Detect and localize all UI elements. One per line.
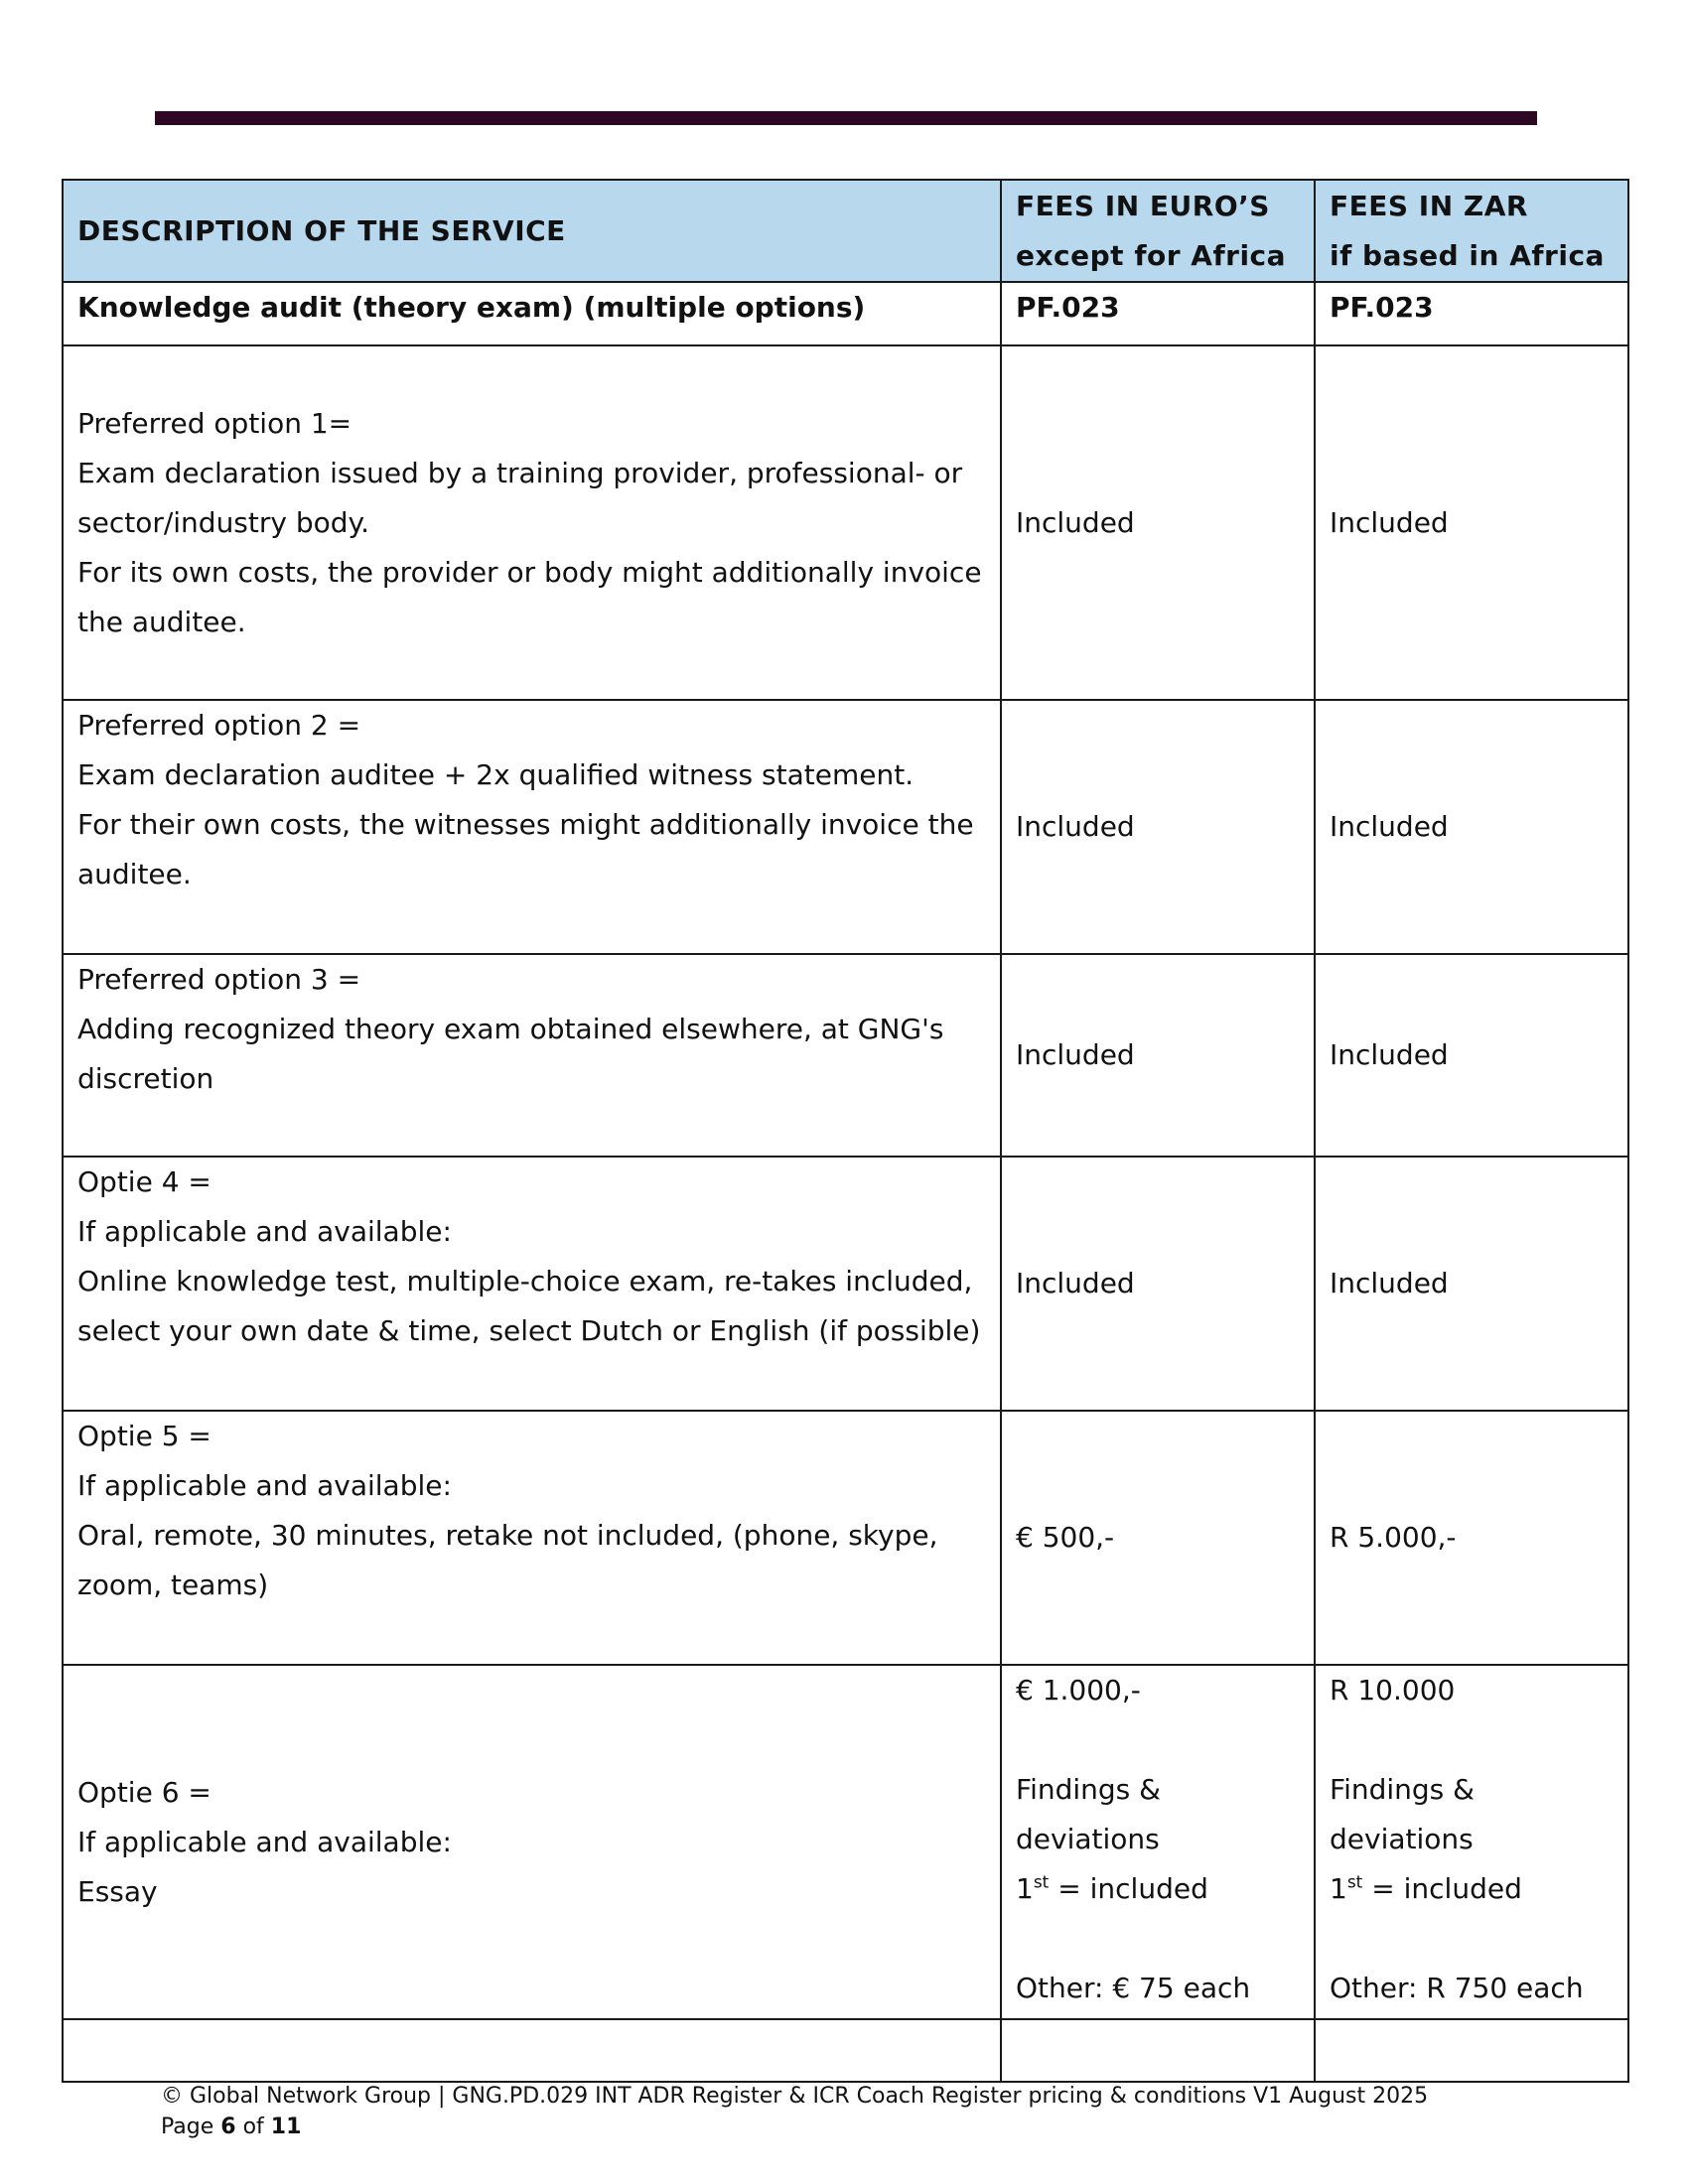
first-suffix: st [1346,1872,1363,1893]
fee-zar: R 5.000,- [1315,1411,1628,1665]
description-line: Optie 4 = [77,1165,211,1198]
description-line: If applicable and available: [77,1469,452,1502]
fee-eur [1001,1665,1315,2019]
description-line: Preferred option 3 = [77,963,361,996]
fee-price: € 1.000,- [1016,1674,1141,1706]
first-number: 1 [1330,1872,1347,1905]
description-line: Exam declaration issued by a training provider, professional- or [77,456,963,489]
description-line: If applicable and available: [77,1215,452,1248]
description-line: the auditee. [77,605,246,638]
description-line: Optie 6 = [77,1775,211,1809]
description-line: discretion [77,1062,214,1095]
fee-zar: Included [1315,345,1628,700]
table-row [63,1411,1628,1665]
table-header-row [63,180,1628,282]
description-line: Adding recognized theory exam obtained elsewhere, at GNG's [77,1013,944,1045]
table-row [63,700,1628,954]
description-line: Exam declaration auditee + 2x qualified witness statement. [77,758,914,791]
empty-cell [1001,2019,1315,2082]
fee-price: R 10.000 [1330,1674,1456,1706]
fee-eur: Included [1001,345,1315,700]
section-title: Knowledge audit (theory exam) (multiple options) [63,282,1001,345]
page-total: 11 [270,2115,302,2139]
section-row [63,282,1628,345]
fee-eur: Included [1001,954,1315,1157]
spacer [1330,1914,1614,1964]
header-fees-zar [1315,180,1628,282]
description-line: auditee. [77,858,192,890]
option-description [63,1411,1001,1665]
spacer [1016,1914,1300,1964]
fee-other: Other: € 75 each [1016,1972,1251,2004]
description-line: sector/industry body. [77,505,370,539]
option-description [63,1157,1001,1411]
empty-row [63,2019,1628,2082]
spacer [1330,1715,1614,1765]
table-row [63,345,1628,700]
option-description [63,1665,1001,2019]
description-line: Preferred option 1= [77,406,352,440]
option-description [63,345,1001,700]
page-of: of [235,2115,271,2139]
first-rest: = included [1049,1872,1208,1905]
option-description [63,954,1001,1157]
empty-cell [63,2019,1001,2082]
table-row [63,954,1628,1157]
description-line: For its own costs, the provider or body might additionally invoice [77,555,982,589]
empty-cell [1315,2019,1628,2082]
description-line: If applicable and available: [77,1825,452,1858]
table-row [63,1665,1628,2019]
first-rest: = included [1362,1872,1522,1905]
fee-findings-line2: deviations [1016,1823,1160,1855]
fee-first-included [1330,1864,1614,1914]
fee-other: Other: R 750 each [1330,1972,1584,2004]
fee-eur: Included [1001,700,1315,954]
description-line: Essay [77,1874,158,1908]
fee-zar: Included [1315,700,1628,954]
fee-zar: Included [1315,954,1628,1157]
fee-first-included [1016,1864,1300,1914]
description-line: Oral, remote, 30 minutes, retake not included, (phone, skype, [77,1519,938,1552]
page-number [161,2112,1428,2142]
first-number: 1 [1016,1872,1034,1905]
page-current: 6 [220,2115,236,2139]
header-eur-line1: FEES IN EURO’S [1016,189,1270,222]
description-line: For their own costs, the witnesses might additionally invoice the [77,808,974,841]
fee-findings-line1: Findings & [1330,1773,1475,1806]
spacer [1016,1715,1300,1765]
description-line: select your own date & time, select Dutch or English (if possible) [77,1314,981,1347]
header-rule [155,111,1537,125]
header-description: DESCRIPTION OF THE SERVICE [63,180,1001,282]
first-suffix: st [1033,1872,1050,1893]
description-line: zoom, teams) [77,1569,269,1601]
fee-zar [1315,1665,1628,2019]
fees-table [62,179,1629,2083]
option-description [63,700,1001,954]
footer-copyright: © Global Network Group | GNG.PD.029 INT ADR Register & ICR Coach Register pricing & conditions V1 August 2025 [161,2084,1429,2109]
section-eur-code: PF.023 [1001,282,1315,345]
description-line: Online knowledge test, multiple-choice exam, re-takes included, [77,1265,973,1297]
header-fees-eur [1001,180,1315,282]
description-line: Preferred option 2 = [77,709,361,742]
header-zar-line1: FEES IN ZAR [1330,189,1528,222]
section-zar-code: PF.023 [1315,282,1628,345]
fee-zar: Included [1315,1157,1628,1411]
description-line: Optie 5 = [77,1420,211,1452]
page-footer [161,2081,1428,2142]
fee-findings-line1: Findings & [1016,1773,1161,1806]
header-eur-line2: except for Africa [1016,238,1287,272]
header-zar-line2: if based in Africa [1330,238,1605,272]
page-word: Page [161,2115,221,2139]
table-row [63,1157,1628,1411]
fee-findings-line2: deviations [1330,1823,1474,1855]
fee-eur: € 500,- [1001,1411,1315,1665]
fee-eur: Included [1001,1157,1315,1411]
